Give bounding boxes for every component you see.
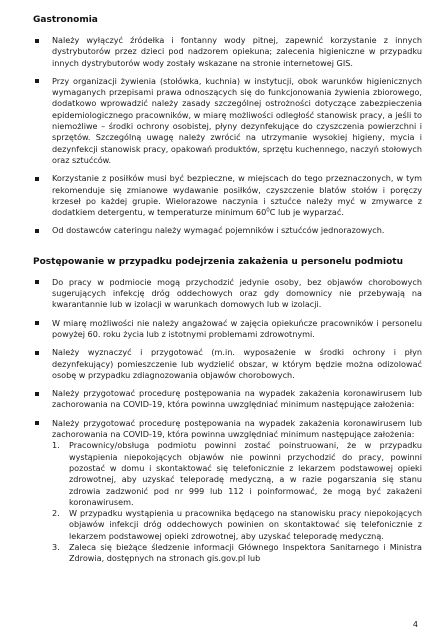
- list-item: [33, 173, 422, 218]
- section-title-gastronomia: Gastronomia: [33, 15, 98, 25]
- list-item: Należy wyłączyć źródełka i fontanny wody pitnej, zapewnić korzystanie z innych dystrybutorów przez dzieci pod nadzorem opiekuna; zalecenia higieniczne w przypadku innych dystrybutorów wody zostały wskazane na stronie internetowej GIS.: [33, 35, 422, 69]
- item-text: Zaleca się bieżące śledzenie informacji Głównego Inspektora Sanitarnego i Ministra Zdrowia, dostępnych na stronach gis.gov.pl lub: [69, 541, 422, 564]
- numbered-item: [52, 440, 422, 508]
- item-number: 2.: [52, 508, 60, 519]
- personnel-bullet-list: [33, 277, 422, 565]
- item-text: W przypadku wystąpienia u pracownika będącego na stanowisku pracy niepokojących objawów infekcji dróg oddechowych powinien on skontaktować się telefonicznie z lekarzem podstawowej opieki zdrowotnej, aby uzyskać teleporadę medyczną.: [69, 508, 422, 541]
- list-item: Od dostawców cateringu należy wymagać pojemników i sztućców jednorazowych.: [33, 225, 422, 236]
- page-number: 4: [412, 620, 418, 629]
- procedure-numbered-list: [52, 440, 422, 564]
- list-item: [33, 418, 422, 565]
- item-text: Pracownicy/obsługa podmiotu powinni zostać poinstruowani, że w przypadku wystąpienia niepokojących objawów nie powinni przychodzić do pracy, powinni pozostać w domu i skontaktować się telefonicznie z lekarzem podstawowej opieki zdrowotnej, aby uzyskać teleporadę medyczną, a w razie pogarszania się stanu zdrowia zadzwonić pod nr 999 lub 112 i poinformować, że mogą być zakażeni koronawirusem.: [69, 440, 422, 507]
- numbered-item: [52, 542, 422, 565]
- item-number: 1.: [52, 440, 60, 451]
- list-item: Należy wyznaczyć i przygotować (m.in. wyposażenie w środki ochrony i płyn dezynfekujący) pomieszczenie lub wydzielić obszar, w którym będzie można odizolować osobę w przypadku zdiagnozowania objawów chorobowych.: [33, 347, 422, 381]
- list-item-text-end: C lub je wyparzać.: [269, 207, 344, 218]
- list-item-text: Korzystanie z posiłków musi być bezpieczne, w miejscach do tego przeznaczonych, w tym rekomenduje się zmianowe wydawanie posiłków, czyszczenie blatów stołów i poręczy krzeseł po każdej grupie. Wielorazowe naczynia i sztućce należy myć w zmywarce z dodatkiem detergentu, w temperaturze minimum 60: [52, 173, 422, 218]
- list-item: Należy przygotować procedurę postępowania na wypadek zakażenia koronawirusem lub zachorowania na COVID-19, która powinna uwzględniać minimum następujące założenia:: [33, 388, 422, 411]
- degree-superscript: 0: [266, 207, 270, 214]
- list-item: Do pracy w podmiocie mogą przychodzić jedynie osoby, bez objawów chorobowych sugerujących infekcję dróg oddechowych oraz gdy domownicy nie przebywają na kwarantannie lub w izolacji w warunkach domowych lub w izolacji.: [33, 277, 422, 311]
- list-item: W miarę możliwości nie należy angażować w zajęcia opiekuńcze pracowników i personelu powyżej 60. roku życia lub z istotnymi problemami zdrowotnymi.: [33, 318, 422, 341]
- section-title-personnel: Postępowanie w przypadku podejrzenia zakażenia u personelu podmiotu: [33, 256, 403, 267]
- list-item-text: Należy przygotować procedurę postępowania na wypadek zakażenia koronawirusem lub zachorowania na COVID-19, która powinna uwzględniać minimum następujące założenia:: [52, 417, 422, 440]
- gastronomia-bullet-list: [33, 35, 422, 237]
- item-number: 3.: [52, 541, 60, 552]
- numbered-item: [52, 508, 422, 542]
- list-item: Przy organizacji żywienia (stołówka, kuchnia) w instytucji, obok warunków higienicznych wymaganych przepisami prawa odnoszących się do funkcjonowania żywienia zbiorowego, dodatkowo wprowadzić należy zasady szczególnej ostrożności dotyczące zabezpieczenia epidemiologicznego pracowników, w miarę możliwości odległość stanowisk pracy, a jeśli to niemożliwe – środki ochrony osobistej, płyny dezynfekujące do czyszczenia powierzchni i sprzętów. Szczególną uwagę należy zwrócić na utrzymanie wysokiej higieny, mycia i dezynfekcji stanowisk pracy, opakowań produktów, sprzętu kuchennego, naczyń stołowych oraz sztućców.: [33, 76, 422, 166]
